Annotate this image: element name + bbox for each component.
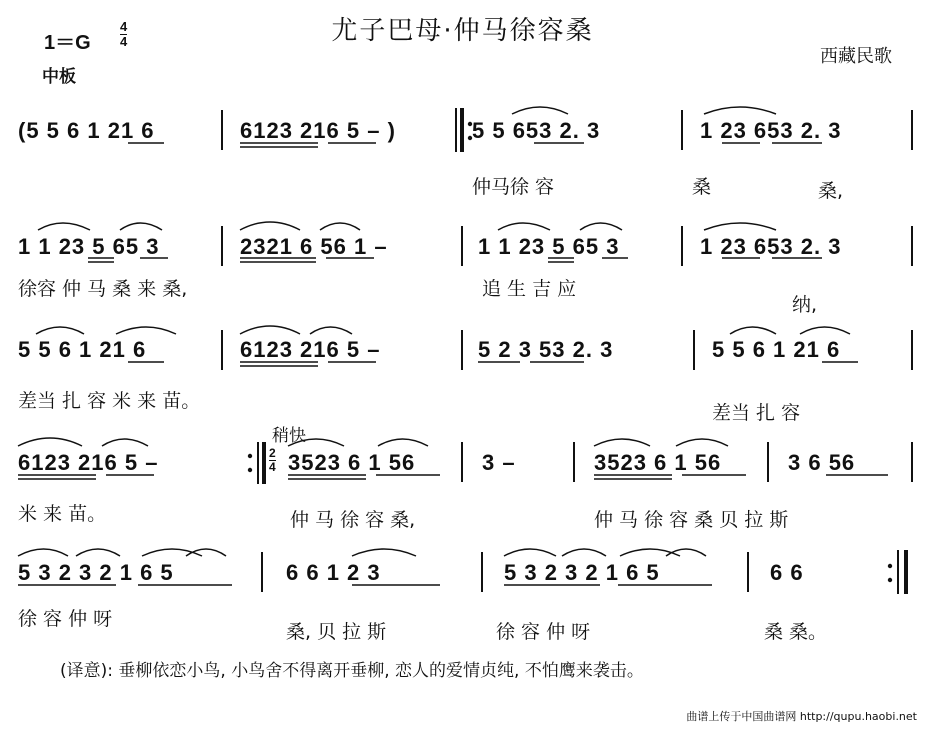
translation-note: (译意): 垂柳依恋小鸟, 小鸟舍不得离开垂柳, 恋人的爱情贞纯, 不怕鹰来袭击。 xyxy=(60,661,644,681)
music-segment: 1 23 653 2. 3 xyxy=(700,118,842,143)
slur xyxy=(38,223,90,230)
lyric-segment: 仲 马 徐 容 桑, xyxy=(290,509,416,531)
slur xyxy=(704,107,776,114)
repeat-dot xyxy=(248,468,252,472)
lyric-segment: 桑, xyxy=(818,180,844,202)
music-segment: 3523 6 1 56 xyxy=(288,450,416,475)
lyric-segment: 纳, xyxy=(792,294,818,316)
slur xyxy=(36,327,84,334)
music-segment: 6 6 xyxy=(770,560,804,585)
slur xyxy=(288,439,344,446)
slur xyxy=(352,549,416,556)
lyric-segment: 米 来 苗。 xyxy=(18,503,107,525)
music-segment: 5 5 653 2. 3 xyxy=(472,118,601,143)
song-title: 尤子巴母·仲马徐容桑 xyxy=(331,16,594,46)
slur xyxy=(76,549,120,556)
lyric-segment: 仲马徐 容 xyxy=(472,176,555,198)
repeat-dot xyxy=(468,122,472,126)
slur xyxy=(504,549,556,556)
lyric-segment: 徐 容 仲 呀 xyxy=(496,621,591,643)
slur xyxy=(18,549,68,556)
slur xyxy=(18,438,82,446)
music-segment: 6 6 1 2 3 xyxy=(286,560,381,585)
lyric-segment: 桑, 贝 拉 斯 xyxy=(286,621,387,643)
slur xyxy=(676,439,728,446)
slur xyxy=(320,223,360,230)
slur xyxy=(704,223,776,230)
key-signature: 1＝G xyxy=(44,32,91,54)
slur xyxy=(310,327,352,334)
repeat-dot xyxy=(888,564,892,568)
lyric-segment: 桑 xyxy=(692,176,712,198)
slur xyxy=(120,223,162,230)
song-origin: 西藏民歌 xyxy=(820,46,892,67)
music-segment: (5 5 6 1 21 6 xyxy=(18,118,155,143)
repeat-dot xyxy=(468,136,472,140)
slur xyxy=(800,327,850,334)
music-segment: 5 3 2 3 2 1 6 5 xyxy=(504,560,660,585)
music-segment: 1 23 653 2. 3 xyxy=(700,234,842,259)
music-segment: 5 5 6 1 21 6 xyxy=(712,337,841,362)
music-segment: 6123 216 5 – xyxy=(18,450,159,475)
slur xyxy=(512,107,568,114)
slur xyxy=(116,327,176,334)
slur xyxy=(594,439,650,446)
tempo-marking: 中板 xyxy=(42,67,76,87)
lyric-segment: 徐容 仲 马 桑 来 桑, xyxy=(18,278,188,300)
slur xyxy=(498,223,550,230)
music-segment: 6123 216 5 – xyxy=(240,337,381,362)
lyric-segment: 仲 马 徐 容 桑 贝 拉 斯 xyxy=(594,509,789,531)
time-signature-bottom: 4 xyxy=(120,34,128,49)
music-segment: 3523 6 1 56 xyxy=(594,450,722,475)
lyric-segment: 徐 容 仲 呀 xyxy=(18,608,113,630)
slur xyxy=(378,439,428,446)
slur xyxy=(730,327,776,334)
music-segment: 5 2 3 53 2. 3 xyxy=(478,337,614,362)
slur xyxy=(580,223,622,230)
slur xyxy=(562,549,606,556)
slur xyxy=(240,222,300,230)
repeat-dot xyxy=(888,578,892,582)
site-watermark: 曲谱上传于中国曲谱网 http://qupu.haobi.net xyxy=(686,710,917,723)
music-segment: 6123 216 5 – ) xyxy=(240,118,396,143)
slur xyxy=(240,326,300,334)
music-segment: 1 1 23 5 65 3 xyxy=(18,234,160,259)
lyric-segment: 追 生 吉 应 xyxy=(482,278,577,300)
time-change-bottom: 4 xyxy=(269,460,276,474)
repeat-dot xyxy=(248,454,252,458)
music-segment: 5 5 6 1 21 6 xyxy=(18,337,147,362)
lyric-segment: 差当 扎 容 米 来 苗。 xyxy=(18,390,201,412)
time-signature-top: 4 xyxy=(120,19,128,34)
tempo-change: 稍快 xyxy=(272,426,306,446)
time-change-top: 2 xyxy=(269,446,276,460)
music-segment: 3 6 56 xyxy=(788,450,856,475)
music-segment: 2321 6 56 1 – xyxy=(240,234,388,259)
slur xyxy=(186,549,226,556)
lyric-segment: 差当 扎 容 xyxy=(712,402,801,424)
music-segment: 1 1 23 5 65 3 xyxy=(478,234,620,259)
lyric-segment: 桑 桑。 xyxy=(764,621,828,643)
music-segment: 5 3 2 3 2 1 6 5 xyxy=(18,560,174,585)
slur xyxy=(102,439,148,446)
music-segment: 3 – xyxy=(482,450,516,475)
slur xyxy=(666,549,706,556)
